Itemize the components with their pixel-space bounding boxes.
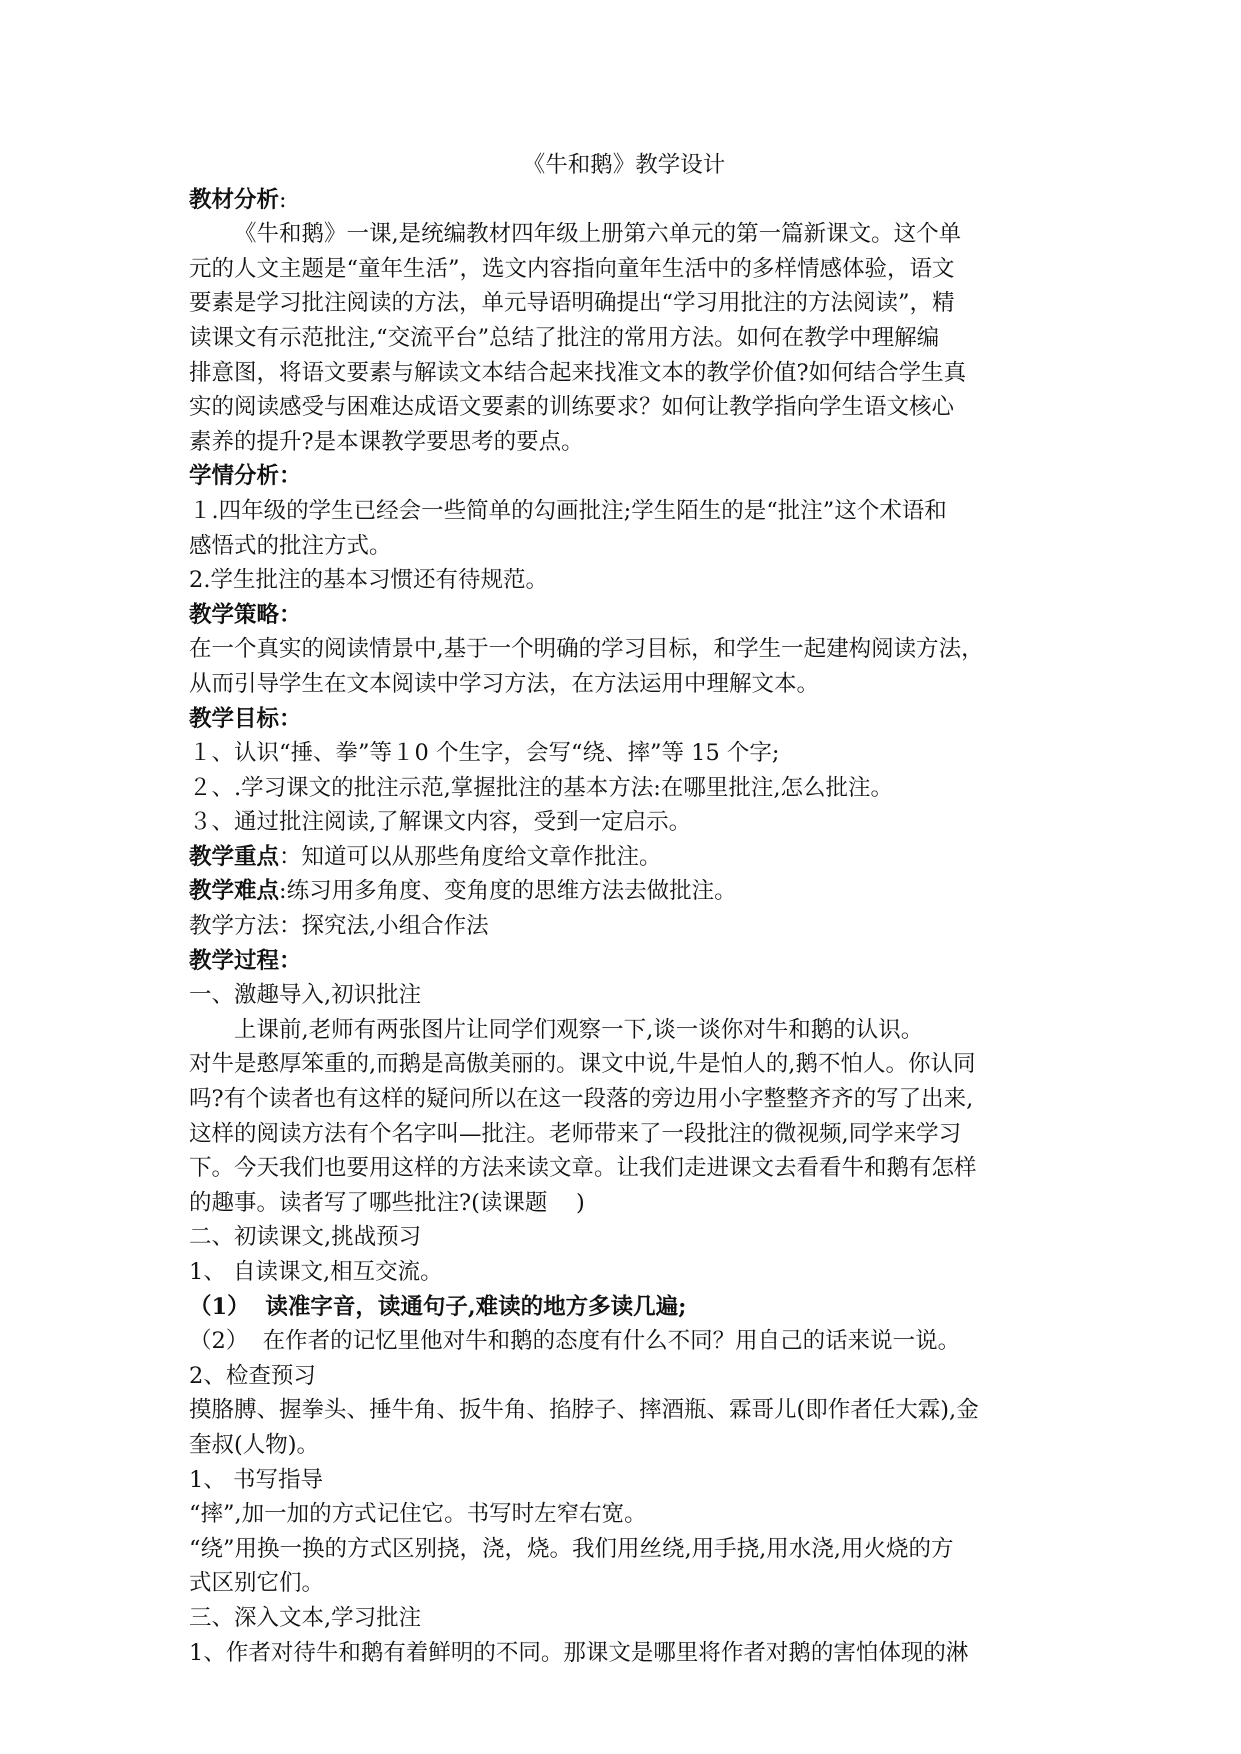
process-line: 下。今天我们也要用这样的方法来读文章。让我们走进课文去看看牛和鹅有怎样: [189, 1155, 977, 1182]
difficulty-line: [189, 874, 1059, 909]
students-line: １.四年级的学生已经会一些简单的勾画批注;学生陌生的是“批注”这个术语和: [189, 497, 947, 524]
students-line: 感悟式的批注方式。: [189, 532, 392, 559]
process-line: 1、 自读课文,相互交流。: [189, 1259, 443, 1285]
method-line: 教学方法：探究法,小组合作法: [189, 913, 489, 940]
process-line: 2、检查预习: [189, 1362, 316, 1389]
material-paragraph-line: 读课文有示范批注,“交流平台”总结了批注的常用方法。如何在教学中理解编: [189, 324, 940, 351]
students-line: 2.学生批注的基本习惯还有待规范。: [189, 567, 548, 594]
material-paragraph-line: 素养的提升?是本课教学要思考的要点。: [189, 428, 584, 455]
process-line: （2） 在作者的记忆里他对牛和鹅的态度有什么不同？用自己的话来说一说。: [189, 1328, 961, 1355]
process-line: “绕”用换一换的方式区别挠，浇，烧。我们用丝绕,用手挠,用水浇,用火烧的方: [189, 1535, 954, 1562]
process-line: （1） 读准字音，读通句子,难读的地方多读几遍;: [189, 1293, 687, 1320]
section-material-heading: [189, 183, 1059, 218]
document-body: [189, 148, 1059, 1670]
process-content: [189, 978, 1059, 1670]
material-paragraph-line: 实的阅读感受与困难达成语文要素的训练要求？如何让教学指向学生语文核心: [189, 394, 955, 421]
process-line: 的趣事。读者写了哪些批注?(读课题 ): [189, 1189, 585, 1216]
material-heading-colon: :: [279, 186, 287, 213]
goal-item: １、认识“捶、拳”等１0 个生字，会写“绕、摔”等 15 个字;: [189, 740, 780, 767]
process-line: 吗?有个读者也有这样的疑问所以在这一段落的旁边用小字整整齐齐的写了出来,: [189, 1086, 974, 1113]
key-point-line: [189, 840, 1059, 875]
process-line: 上课前,老师有两张图片让同学们观察一下,谈一谈你对牛和鹅的认识。: [234, 1016, 924, 1043]
difficulty-text: :练习用多角度、变角度的思维方法去做批注。: [279, 878, 737, 905]
difficulty-label: 教学难点: [189, 878, 280, 905]
section-goals-heading: 教学目标：: [189, 705, 302, 732]
process-line: 二、初读课文,挑战预习: [189, 1224, 422, 1251]
goal-item: ３、通过批注阅读,了解课文内容，受到一定启示。: [189, 809, 692, 836]
process-line: 三、深入文本,学习批注: [189, 1604, 422, 1631]
material-paragraph-line: 排意图，将语文要素与解读文本结合起来找准文本的教学价值?如何结合学生真: [189, 359, 967, 386]
process-line: 摸胳膊、握拳头、捶牛角、扳牛角、掐脖子、摔酒瓶、霖哥儿(即作者任大霖),金: [189, 1397, 979, 1424]
process-line: 奎叔(人物)。: [189, 1431, 320, 1458]
key-point-label: 教学重点: [189, 843, 280, 870]
material-paragraph-line: 要素是学习批注阅读的方法，单元导语明确提出“学习用批注的方法阅读”，精: [189, 290, 955, 317]
process-line: 1、 书写指导: [189, 1466, 323, 1493]
process-line: 对牛是憨厚笨重的,而鹅是高傲美丽的。课文中说,牛是怕人的,鹅不怕人。你认同: [189, 1051, 976, 1078]
process-line: 1、作者对待牛和鹅有着鲜明的不同。那课文是哪里将作者对鹅的害怕体现的淋: [189, 1639, 969, 1666]
section-process-heading: 教学过程：: [189, 947, 302, 974]
document-title: 《牛和鹅》教学设计: [522, 152, 726, 178]
process-line: 一、激趣导入,初识批注: [189, 982, 422, 1009]
material-paragraph-line: 《牛和鹅》一课,是统编教材四年级上册第六单元的第一篇新课文。这个单: [234, 221, 962, 248]
process-line: “摔”,加一加的方式记住它。书写时左窄右宽。: [189, 1501, 647, 1528]
strategy-line: 在一个真实的阅读情景中,基于一个明确的学习目标，和学生一起建构阅读方法，: [189, 636, 984, 663]
process-line: 式区别它们。: [189, 1570, 325, 1597]
goal-item: ２、.学习课文的批注示范,掌握批注的基本方法:在哪里批注,怎么批注。: [189, 774, 894, 801]
process-line: 这样的阅读方法有个名字叫—批注。老师带来了一段批注的微视频,同学来学习: [189, 1120, 962, 1147]
strategy-line: 从而引导学生在文本阅读中学习方法，在方法运用中理解文本。: [189, 670, 820, 697]
material-heading-label: 教材分析: [189, 186, 280, 213]
section-strategy-heading: 教学策略：: [189, 601, 302, 628]
material-paragraph-line: 元的人文主题是“童年生活”，选文内容指向童年生活中的多样情感体验，语文: [189, 255, 955, 282]
key-point-text: ：知道可以从那些角度给文章作批注。: [279, 843, 662, 870]
section-students-heading: 学情分析：: [189, 463, 302, 490]
